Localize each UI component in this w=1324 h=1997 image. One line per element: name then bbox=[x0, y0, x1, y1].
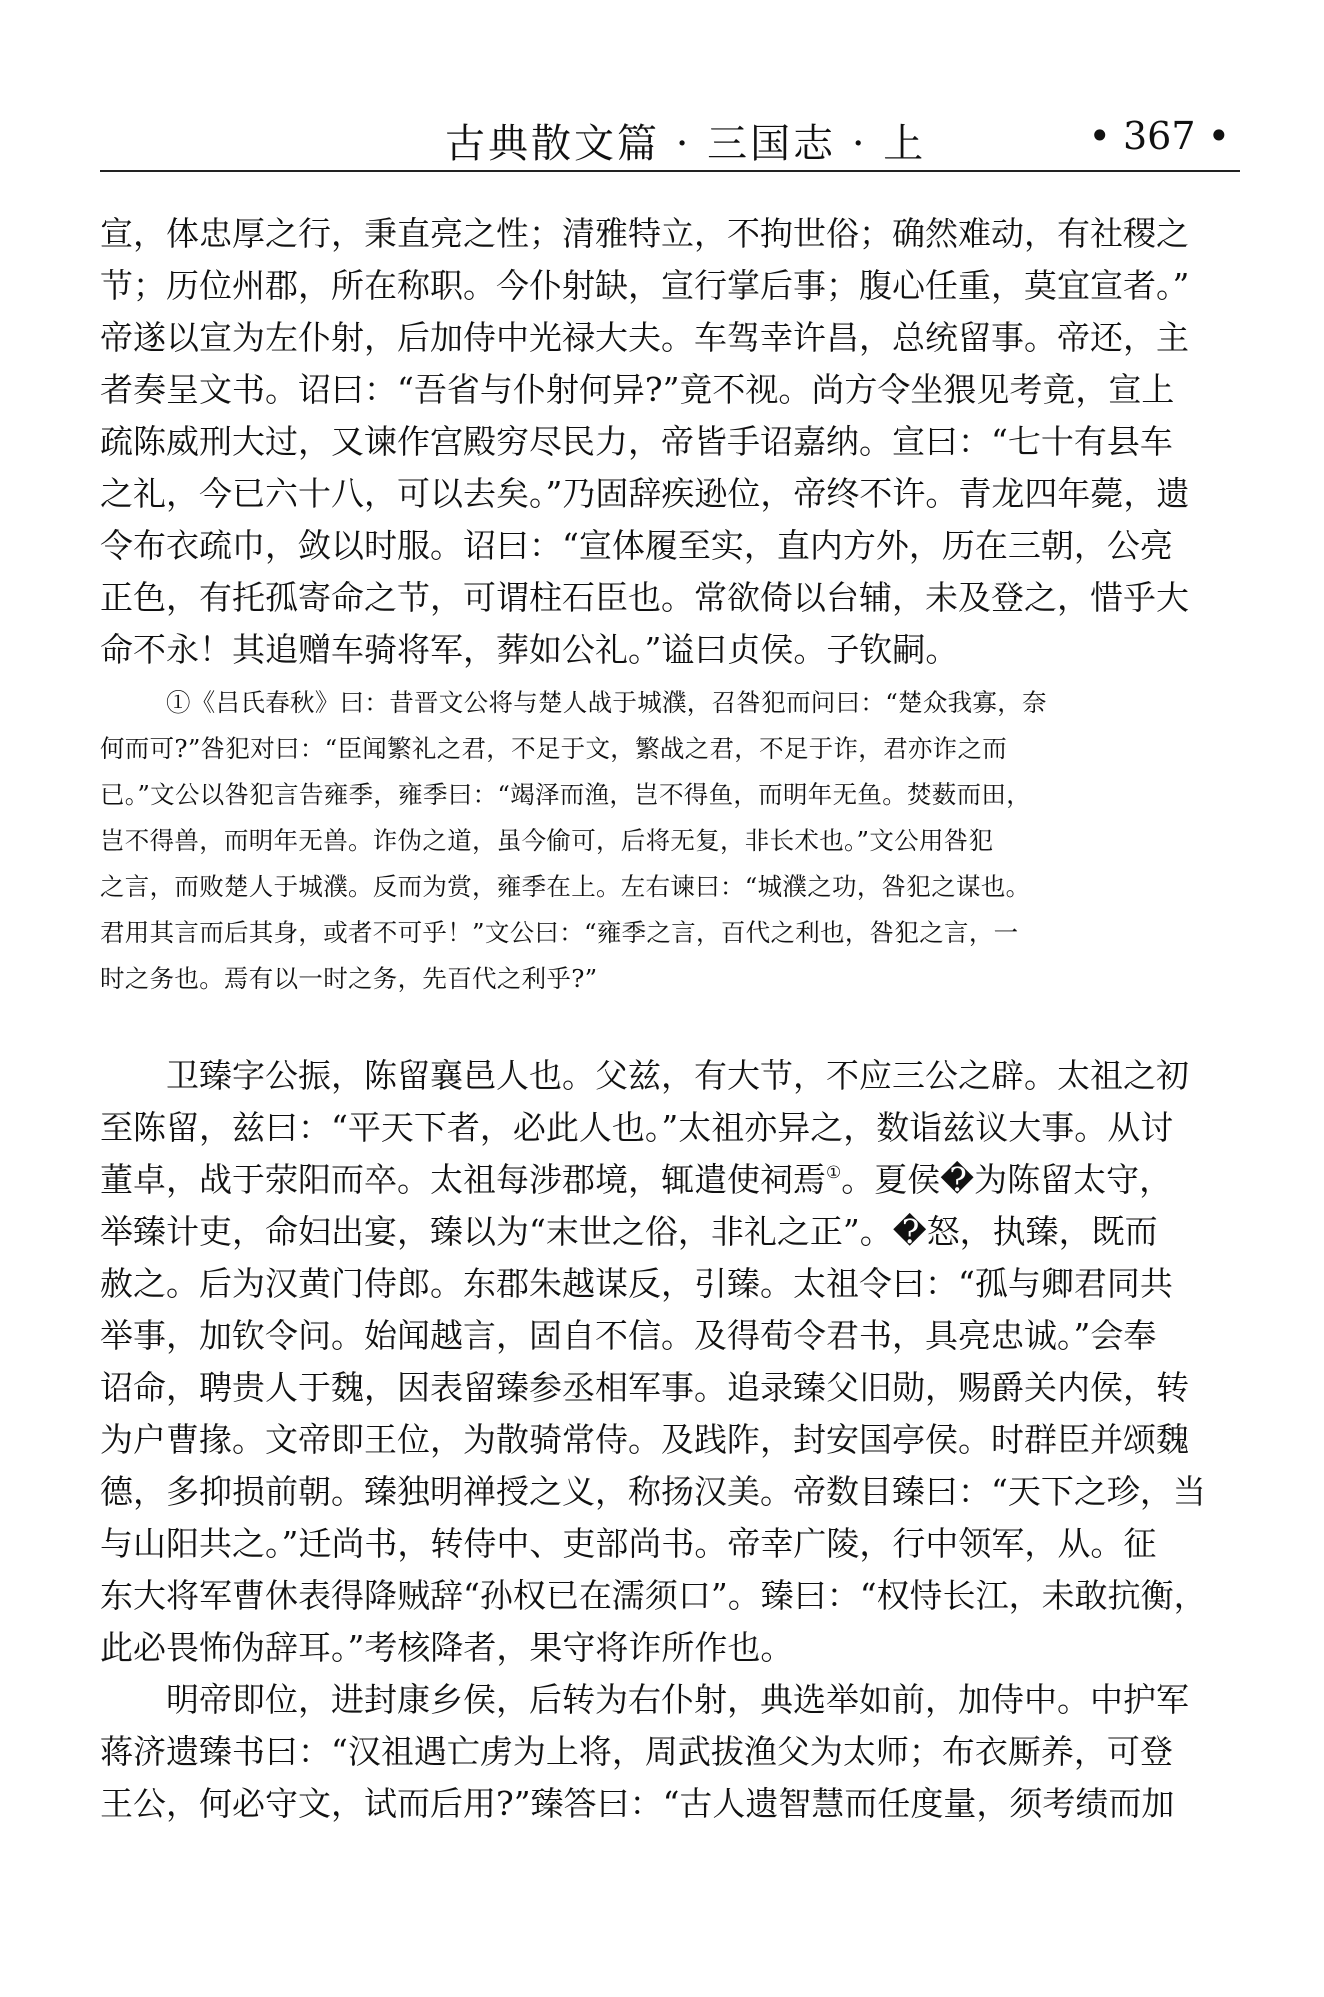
page-number: • 367 • bbox=[1088, 114, 1230, 158]
text-line: 帝遂以宣为左仆射，后加侍中光禄大夫。车驾幸许昌，总统留事。帝还，主 bbox=[100, 318, 1189, 357]
page-body bbox=[100, 208, 1240, 1830]
paragraph-wei-zhen-biography bbox=[100, 1050, 1240, 1674]
footnote-line: 何而可?”咎犯对曰：“臣闻繁礼之君，不足于文，繁战之君，不足于诈，君亦诈之而 bbox=[100, 734, 1008, 763]
text-line: 为户曹掾。文帝即王位，为散骑常侍。及践阼，封安国亭侯。时群臣并颂魏 bbox=[100, 1420, 1189, 1459]
footnote-line: 时之务也。焉有以一时之务，先百代之利乎?” bbox=[100, 964, 598, 993]
text-line: 王公，何必守文，试而后用?”臻答曰：“古人遗智慧而任度量，须考绩而加 bbox=[100, 1784, 1175, 1823]
paragraph-xuan-biography-end bbox=[100, 208, 1240, 676]
running-title: 古典散文篇 · 三国志 · 上 bbox=[445, 121, 927, 167]
text-segment: 。夏侯�为陈留太守， bbox=[841, 1160, 1173, 1199]
header-rule bbox=[100, 170, 1240, 172]
text-line: 宣，体忠厚之行，秉直亮之性；清雅特立，不拘世俗；确然难动，有社稷之 bbox=[100, 214, 1189, 253]
text-line: 者奏呈文书。诏曰：“吾省与仆射何异?”竟不视。尚方令坐猥见考竟，宣上 bbox=[100, 370, 1175, 409]
footnote-line: 君用其言而后其身，或者不可乎！”文公曰：“雍季之言，百代之利也，咎犯之言，一 bbox=[100, 918, 1019, 947]
text-line: 卫臻字公振，陈留襄邑人也。父兹，有大节，不应三公之辟。太祖之初 bbox=[166, 1056, 1189, 1095]
text-line: 诏命，聘贵人于魏，因表留臻参丞相军事。追录臻父旧勋，赐爵关内侯，转 bbox=[100, 1368, 1189, 1407]
text-line: 命不永！其追赠车骑将军，葬如公礼。”谥曰贞侯。子钦嗣。 bbox=[100, 630, 959, 669]
paragraph-ming-emperor bbox=[100, 1674, 1240, 1830]
text-line: 此必畏怖伪辞耳。”考核降者，果守将诈所作也。 bbox=[100, 1628, 794, 1667]
text-line-with-note-ref bbox=[100, 1154, 1240, 1206]
text-segment: 董卓，战于荥阳而卒。太祖每涉郡境，辄遣使祠焉 bbox=[100, 1160, 826, 1199]
text-line: 之礼，今已六十八，可以去矣。”乃固辞疾逊位，帝终不许。青龙四年薨，遗 bbox=[100, 474, 1190, 513]
section-gap bbox=[100, 1002, 1240, 1050]
text-line: 举事，加钦令问。始闻越言，固自不信。及得荀令君书，具亮忠诚。”会奉 bbox=[100, 1316, 1157, 1355]
text-line: 正色，有托孤寄命之节，可谓柱石臣也。常欲倚以台辅，未及登之，惜乎大 bbox=[100, 578, 1189, 617]
text-line: 东大将军曹休表得降贼辞“孙权已在濡须口”。臻曰：“权恃长江，未敢抗衡， bbox=[100, 1576, 1207, 1615]
footnote-line: ①《吕氏春秋》曰：昔晋文公将与楚人战于城濮，召咎犯而问曰：“楚众我寡，奈 bbox=[166, 688, 1047, 717]
text-line: 赦之。后为汉黄门侍郎。东郡朱越谋反，引臻。太祖令曰：“孤与卿君同共 bbox=[100, 1264, 1173, 1303]
footnote-line: 之言，而败楚人于城濮。反而为赏，雍季在上。左右谏曰：“城濮之功，咎犯之谋也。 bbox=[100, 872, 1031, 901]
text-line: 令布衣疏巾，敛以时服。诏曰：“宣体履至实，直内方外，历在三朝，公亮 bbox=[100, 526, 1173, 565]
text-line: 明帝即位，进封康乡侯，后转为右仆射，典选举如前，加侍中。中护军 bbox=[166, 1680, 1189, 1719]
footnote-line: 岂不得兽，而明年无兽。诈伪之道，虽今偷可，后将无复，非长术也。”文公用咎犯 bbox=[100, 826, 994, 855]
text-line: 至陈留，兹曰：“平天下者，必此人也。”太祖亦异之，数诣兹议大事。从讨 bbox=[100, 1108, 1174, 1147]
text-line: 与山阳共之。”迁尚书，转侍中、吏部尚书。帝幸广陵，行中领军，从。征 bbox=[100, 1524, 1157, 1563]
page-header bbox=[100, 108, 1240, 170]
footnote bbox=[100, 680, 1240, 1002]
text-line: 蒋济遗臻书曰：“汉祖遇亡虏为上将，周武拔渔父为太师；布衣厮养，可登 bbox=[100, 1732, 1173, 1771]
footnote-ref: ① bbox=[826, 1163, 842, 1183]
text-line: 德，多抑损前朝。臻独明禅授之义，称扬汉美。帝数目臻曰：“天下之珍，当 bbox=[100, 1472, 1206, 1511]
text-line: 节；历位州郡，所在称职。今仆射缺，宣行掌后事；腹心任重，莫宜宣者。” bbox=[100, 266, 1190, 305]
text-line: 举臻计吏，命妇出宴，臻以为“末世之俗，非礼之正”。�怒，执臻，既而 bbox=[100, 1212, 1158, 1251]
footnote-line: 已。”文公以咎犯言告雍季，雍季曰：“竭泽而渔，岂不得鱼，而明年无鱼。焚薮而田， bbox=[100, 780, 1031, 809]
text-line: 疏陈威刑大过，又谏作宫殿穷尽民力，帝皆手诏嘉纳。宣曰：“七十有县车 bbox=[100, 422, 1173, 461]
